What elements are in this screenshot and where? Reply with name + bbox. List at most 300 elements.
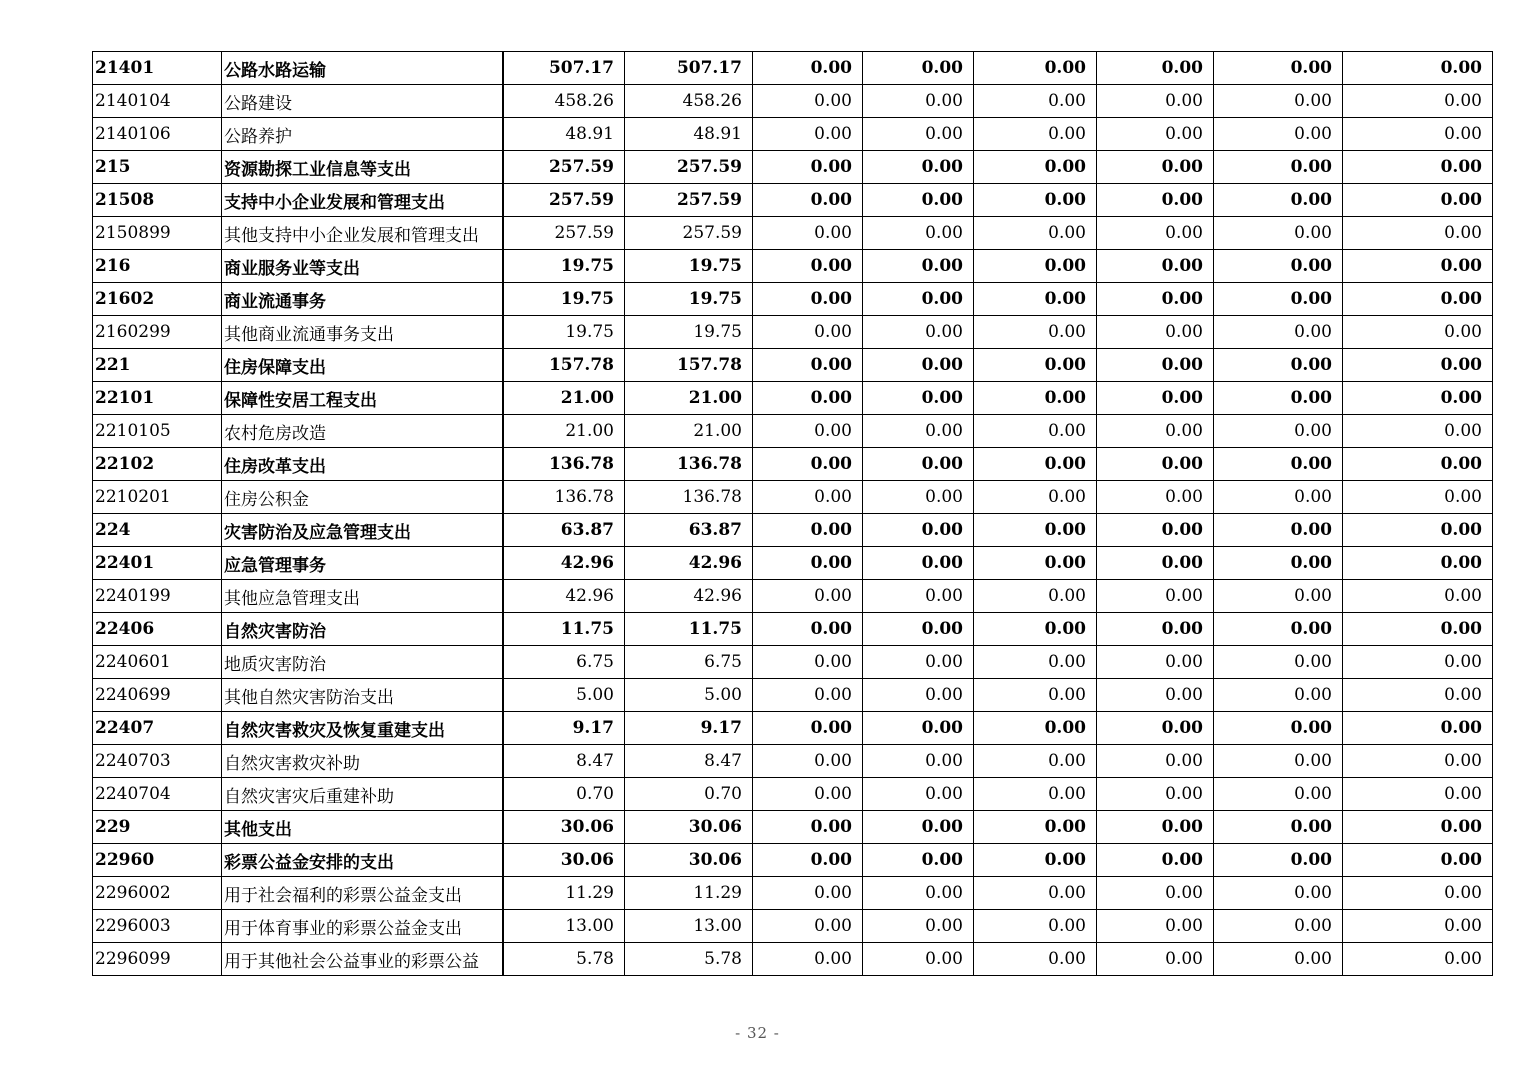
- amount-cell: 0.00: [974, 646, 1097, 679]
- table-row: [93, 712, 1493, 745]
- amount-cell: 0.00: [863, 316, 974, 349]
- table-row: [93, 85, 1493, 118]
- amount-cell: 0.00: [753, 811, 863, 844]
- amount-cell: 0.00: [1343, 250, 1493, 283]
- amount-cell: 0.00: [1097, 382, 1214, 415]
- subject-code-cell: 22101: [93, 382, 222, 415]
- amount-cell: 0.00: [974, 514, 1097, 547]
- page-number: - 32 -: [735, 1024, 780, 1042]
- amount-cell: 0.00: [1097, 481, 1214, 514]
- table-row: [93, 580, 1493, 613]
- table-row: [93, 679, 1493, 712]
- amount-cell: 30.06: [625, 844, 753, 877]
- amount-cell: 5.00: [503, 679, 625, 712]
- amount-cell: 0.00: [1214, 283, 1343, 316]
- amount-cell: 0.00: [863, 778, 974, 811]
- amount-cell: 136.78: [625, 481, 753, 514]
- amount-cell: 0.00: [1097, 646, 1214, 679]
- amount-cell: 0.00: [974, 184, 1097, 217]
- amount-cell: 42.96: [503, 547, 625, 580]
- table-row: [93, 250, 1493, 283]
- subject-name-cell: 其他支出: [222, 811, 503, 844]
- amount-cell: 0.00: [1214, 580, 1343, 613]
- subject-code-cell: 2210105: [93, 415, 222, 448]
- amount-cell: 0.00: [1097, 613, 1214, 646]
- amount-cell: 0.00: [1097, 910, 1214, 943]
- amount-cell: 0.00: [1214, 118, 1343, 151]
- amount-cell: 0.00: [1343, 910, 1493, 943]
- table-row: [93, 646, 1493, 679]
- amount-cell: 0.00: [753, 85, 863, 118]
- amount-cell: 0.00: [1343, 283, 1493, 316]
- amount-cell: 0.00: [863, 943, 974, 976]
- subject-code-cell: 2296099: [93, 943, 222, 976]
- amount-cell: 0.00: [1097, 217, 1214, 250]
- amount-cell: 0.00: [753, 349, 863, 382]
- amount-cell: 0.00: [753, 679, 863, 712]
- amount-cell: 0.00: [863, 811, 974, 844]
- amount-cell: 0.00: [863, 910, 974, 943]
- subject-name-cell: 自然灾害灾后重建补助: [222, 778, 503, 811]
- amount-cell: 0.00: [753, 184, 863, 217]
- amount-cell: 0.00: [1343, 844, 1493, 877]
- subject-name-cell: 地质灾害防治: [222, 646, 503, 679]
- amount-cell: 0.00: [1214, 151, 1343, 184]
- amount-cell: 0.00: [753, 52, 863, 85]
- amount-cell: 5.78: [625, 943, 753, 976]
- amount-cell: 0.00: [863, 646, 974, 679]
- amount-cell: 0.00: [1214, 844, 1343, 877]
- subject-code-cell: 2296002: [93, 877, 222, 910]
- amount-cell: 0.00: [1097, 679, 1214, 712]
- amount-cell: 0.00: [863, 481, 974, 514]
- amount-cell: 0.00: [1097, 316, 1214, 349]
- amount-cell: 19.75: [503, 250, 625, 283]
- subject-name-cell: 用于体育事业的彩票公益金支出: [222, 910, 503, 943]
- subject-code-cell: 2150899: [93, 217, 222, 250]
- subject-code-cell: 2160299: [93, 316, 222, 349]
- amount-cell: 0.00: [753, 448, 863, 481]
- subject-name-cell: 商业流通事务: [222, 283, 503, 316]
- subject-name-cell: 其他自然灾害防治支出: [222, 679, 503, 712]
- amount-cell: 11.75: [503, 613, 625, 646]
- amount-cell: 0.00: [753, 778, 863, 811]
- amount-cell: 0.00: [863, 844, 974, 877]
- table-row: [93, 184, 1493, 217]
- amount-cell: 30.06: [503, 844, 625, 877]
- amount-cell: 0.00: [974, 118, 1097, 151]
- amount-cell: 0.00: [974, 52, 1097, 85]
- amount-cell: 0.00: [974, 778, 1097, 811]
- amount-cell: 0.00: [974, 382, 1097, 415]
- amount-cell: 0.00: [1214, 481, 1343, 514]
- amount-cell: 42.96: [503, 580, 625, 613]
- amount-cell: 0.00: [1097, 415, 1214, 448]
- subject-name-cell: 其他支持中小企业发展和管理支出: [222, 217, 503, 250]
- subject-name-cell: 其他应急管理支出: [222, 580, 503, 613]
- amount-cell: 0.00: [863, 514, 974, 547]
- amount-cell: 0.00: [753, 415, 863, 448]
- subject-code-cell: 224: [93, 514, 222, 547]
- amount-cell: 5.00: [625, 679, 753, 712]
- amount-cell: 11.29: [625, 877, 753, 910]
- amount-cell: 0.00: [1343, 415, 1493, 448]
- amount-cell: 0.00: [1214, 349, 1343, 382]
- amount-cell: 0.00: [1097, 943, 1214, 976]
- subject-name-cell: 用于社会福利的彩票公益金支出: [222, 877, 503, 910]
- amount-cell: 0.00: [863, 382, 974, 415]
- amount-cell: 0.00: [974, 283, 1097, 316]
- amount-cell: 458.26: [503, 85, 625, 118]
- subject-name-cell: 住房公积金: [222, 481, 503, 514]
- amount-cell: 0.00: [863, 745, 974, 778]
- amount-cell: 0.00: [863, 283, 974, 316]
- amount-cell: 30.06: [625, 811, 753, 844]
- amount-cell: 8.47: [503, 745, 625, 778]
- amount-cell: 0.00: [863, 217, 974, 250]
- amount-cell: 0.00: [863, 349, 974, 382]
- amount-cell: 0.00: [1214, 217, 1343, 250]
- amount-cell: 0.00: [1097, 250, 1214, 283]
- amount-cell: 0.00: [1214, 448, 1343, 481]
- amount-cell: 257.59: [625, 184, 753, 217]
- amount-cell: 0.00: [753, 382, 863, 415]
- amount-cell: 6.75: [503, 646, 625, 679]
- amount-cell: 0.00: [1343, 580, 1493, 613]
- amount-cell: 0.00: [1097, 118, 1214, 151]
- subject-name-cell: 自然灾害防治: [222, 613, 503, 646]
- amount-cell: 458.26: [625, 85, 753, 118]
- amount-cell: 21.00: [503, 382, 625, 415]
- table-row: [93, 811, 1493, 844]
- subject-code-cell: 21508: [93, 184, 222, 217]
- amount-cell: 0.00: [863, 448, 974, 481]
- amount-cell: 0.00: [1097, 547, 1214, 580]
- table-row: [93, 118, 1493, 151]
- amount-cell: 9.17: [625, 712, 753, 745]
- subject-code-cell: 21401: [93, 52, 222, 85]
- subject-code-cell: 2240704: [93, 778, 222, 811]
- amount-cell: 0.00: [974, 316, 1097, 349]
- amount-cell: 0.00: [1097, 283, 1214, 316]
- amount-cell: 0.00: [753, 118, 863, 151]
- amount-cell: 0.00: [753, 580, 863, 613]
- amount-cell: 0.00: [1097, 52, 1214, 85]
- amount-cell: 257.59: [503, 184, 625, 217]
- amount-cell: 0.00: [1097, 151, 1214, 184]
- amount-cell: 0.00: [1343, 778, 1493, 811]
- subject-name-cell: 公路建设: [222, 85, 503, 118]
- subject-code-cell: 2240601: [93, 646, 222, 679]
- subject-code-cell: 229: [93, 811, 222, 844]
- amount-cell: 0.00: [1214, 514, 1343, 547]
- amount-cell: 0.00: [1097, 877, 1214, 910]
- subject-code-cell: 215: [93, 151, 222, 184]
- amount-cell: 0.00: [1343, 811, 1493, 844]
- amount-cell: 0.00: [1214, 250, 1343, 283]
- amount-cell: 42.96: [625, 580, 753, 613]
- amount-cell: 0.00: [1343, 118, 1493, 151]
- amount-cell: 0.00: [863, 250, 974, 283]
- amount-cell: 0.00: [1097, 712, 1214, 745]
- amount-cell: 0.00: [974, 811, 1097, 844]
- amount-cell: 257.59: [625, 151, 753, 184]
- amount-cell: 0.00: [753, 877, 863, 910]
- amount-cell: 0.00: [1097, 844, 1214, 877]
- amount-cell: 0.00: [974, 844, 1097, 877]
- amount-cell: 0.00: [1343, 184, 1493, 217]
- subject-code-cell: 22407: [93, 712, 222, 745]
- amount-cell: 0.00: [1343, 217, 1493, 250]
- amount-cell: 0.00: [1214, 910, 1343, 943]
- subject-name-cell: 应急管理事务: [222, 547, 503, 580]
- subject-name-cell: 彩票公益金安排的支出: [222, 844, 503, 877]
- amount-cell: 257.59: [503, 151, 625, 184]
- subject-name-cell: 公路养护: [222, 118, 503, 151]
- amount-cell: 0.00: [1097, 514, 1214, 547]
- table-row: [93, 217, 1493, 250]
- table-row: [93, 283, 1493, 316]
- amount-cell: 48.91: [625, 118, 753, 151]
- table-row: [93, 349, 1493, 382]
- amount-cell: 0.00: [1214, 85, 1343, 118]
- subject-code-cell: 2140106: [93, 118, 222, 151]
- amount-cell: 19.75: [503, 283, 625, 316]
- amount-cell: 0.00: [1097, 85, 1214, 118]
- amount-cell: 0.00: [974, 613, 1097, 646]
- amount-cell: 0.00: [753, 613, 863, 646]
- amount-cell: 5.78: [503, 943, 625, 976]
- amount-cell: 0.00: [1343, 382, 1493, 415]
- amount-cell: 0.00: [1343, 349, 1493, 382]
- table-row: [93, 778, 1493, 811]
- amount-cell: 0.00: [1343, 712, 1493, 745]
- amount-cell: 63.87: [503, 514, 625, 547]
- amount-cell: 0.00: [863, 877, 974, 910]
- amount-cell: 0.00: [974, 580, 1097, 613]
- table-row: [93, 415, 1493, 448]
- amount-cell: 0.00: [863, 580, 974, 613]
- table-row: [93, 877, 1493, 910]
- amount-cell: 136.78: [503, 448, 625, 481]
- amount-cell: 0.00: [1343, 316, 1493, 349]
- table-row: [93, 151, 1493, 184]
- amount-cell: 0.00: [1214, 52, 1343, 85]
- table-row: [93, 844, 1493, 877]
- amount-cell: 0.00: [1214, 712, 1343, 745]
- amount-cell: 0.70: [503, 778, 625, 811]
- amount-cell: 0.00: [863, 547, 974, 580]
- amount-cell: 0.00: [753, 943, 863, 976]
- subject-code-cell: 2210201: [93, 481, 222, 514]
- amount-cell: 0.00: [1214, 415, 1343, 448]
- amount-cell: 0.00: [974, 448, 1097, 481]
- table-row: [93, 745, 1493, 778]
- amount-cell: 0.00: [753, 712, 863, 745]
- amount-cell: 0.00: [974, 151, 1097, 184]
- amount-cell: 0.00: [1097, 349, 1214, 382]
- amount-cell: 0.00: [863, 415, 974, 448]
- amount-cell: 0.00: [1214, 811, 1343, 844]
- amount-cell: 13.00: [503, 910, 625, 943]
- subject-code-cell: 21602: [93, 283, 222, 316]
- amount-cell: 0.00: [1214, 679, 1343, 712]
- amount-cell: 0.00: [974, 943, 1097, 976]
- amount-cell: 0.00: [863, 52, 974, 85]
- amount-cell: 11.29: [503, 877, 625, 910]
- subject-code-cell: 22102: [93, 448, 222, 481]
- amount-cell: 0.00: [974, 745, 1097, 778]
- amount-cell: 0.00: [974, 679, 1097, 712]
- amount-cell: 9.17: [503, 712, 625, 745]
- amount-cell: 63.87: [625, 514, 753, 547]
- subject-name-cell: 其他商业流通事务支出: [222, 316, 503, 349]
- amount-cell: 0.00: [753, 217, 863, 250]
- amount-cell: 0.00: [863, 613, 974, 646]
- amount-cell: 19.75: [625, 316, 753, 349]
- subject-name-cell: 农村危房改造: [222, 415, 503, 448]
- amount-cell: 0.00: [753, 910, 863, 943]
- amount-cell: 21.00: [625, 382, 753, 415]
- subject-code-cell: 2296003: [93, 910, 222, 943]
- amount-cell: 0.00: [863, 679, 974, 712]
- amount-cell: 136.78: [503, 481, 625, 514]
- subject-code-cell: 221: [93, 349, 222, 382]
- amount-cell: 0.70: [625, 778, 753, 811]
- amount-cell: 0.00: [1097, 580, 1214, 613]
- table-body: [93, 52, 1493, 976]
- amount-cell: 0.00: [974, 877, 1097, 910]
- amount-cell: 42.96: [625, 547, 753, 580]
- amount-cell: 0.00: [1214, 316, 1343, 349]
- amount-cell: 19.75: [625, 283, 753, 316]
- amount-cell: 21.00: [503, 415, 625, 448]
- table-row: [93, 547, 1493, 580]
- amount-cell: 0.00: [974, 547, 1097, 580]
- table-row: [93, 613, 1493, 646]
- subject-name-cell: 商业服务业等支出: [222, 250, 503, 283]
- amount-cell: 0.00: [863, 118, 974, 151]
- amount-cell: 19.75: [503, 316, 625, 349]
- subject-name-cell: 支持中小企业发展和管理支出: [222, 184, 503, 217]
- amount-cell: 0.00: [1097, 745, 1214, 778]
- amount-cell: 0.00: [1343, 52, 1493, 85]
- amount-cell: 0.00: [974, 910, 1097, 943]
- table-row: [93, 481, 1493, 514]
- subject-name-cell: 保障性安居工程支出: [222, 382, 503, 415]
- amount-cell: 157.78: [503, 349, 625, 382]
- amount-cell: 136.78: [625, 448, 753, 481]
- table-row: [93, 943, 1493, 976]
- subject-name-cell: 住房保障支出: [222, 349, 503, 382]
- table-row: [93, 448, 1493, 481]
- amount-cell: 0.00: [1214, 646, 1343, 679]
- amount-cell: 0.00: [1343, 481, 1493, 514]
- amount-cell: 257.59: [625, 217, 753, 250]
- amount-cell: 0.00: [753, 481, 863, 514]
- amount-cell: 48.91: [503, 118, 625, 151]
- amount-cell: 0.00: [753, 547, 863, 580]
- amount-cell: 0.00: [1097, 778, 1214, 811]
- amount-cell: 0.00: [1343, 679, 1493, 712]
- amount-cell: 0.00: [753, 316, 863, 349]
- amount-cell: 0.00: [1343, 646, 1493, 679]
- amount-cell: 0.00: [974, 250, 1097, 283]
- table-row: [93, 910, 1493, 943]
- table-row: [93, 316, 1493, 349]
- amount-cell: 0.00: [753, 646, 863, 679]
- table-row: [93, 382, 1493, 415]
- amount-cell: 157.78: [625, 349, 753, 382]
- amount-cell: 0.00: [974, 349, 1097, 382]
- amount-cell: 0.00: [1214, 745, 1343, 778]
- subject-code-cell: 2240703: [93, 745, 222, 778]
- subject-code-cell: 2240199: [93, 580, 222, 613]
- table-row: [93, 514, 1493, 547]
- subject-code-cell: 22401: [93, 547, 222, 580]
- amount-cell: 0.00: [753, 283, 863, 316]
- amount-cell: 0.00: [974, 415, 1097, 448]
- subject-code-cell: 22960: [93, 844, 222, 877]
- subject-name-cell: 资源勘探工业信息等支出: [222, 151, 503, 184]
- subject-name-cell: 自然灾害救灾及恢复重建支出: [222, 712, 503, 745]
- amount-cell: 0.00: [1343, 877, 1493, 910]
- subject-code-cell: 2240699: [93, 679, 222, 712]
- amount-cell: 0.00: [1343, 613, 1493, 646]
- amount-cell: 0.00: [1343, 745, 1493, 778]
- amount-cell: 0.00: [974, 481, 1097, 514]
- amount-cell: 0.00: [1343, 448, 1493, 481]
- amount-cell: 0.00: [753, 514, 863, 547]
- amount-cell: 507.17: [625, 52, 753, 85]
- amount-cell: 0.00: [753, 745, 863, 778]
- amount-cell: 0.00: [1343, 943, 1493, 976]
- amount-cell: 0.00: [1097, 184, 1214, 217]
- amount-cell: 0.00: [1343, 151, 1493, 184]
- amount-cell: 0.00: [1214, 778, 1343, 811]
- subject-code-cell: 216: [93, 250, 222, 283]
- amount-cell: 0.00: [863, 712, 974, 745]
- amount-cell: 0.00: [753, 250, 863, 283]
- amount-cell: 0.00: [974, 217, 1097, 250]
- subject-name-cell: 自然灾害救灾补助: [222, 745, 503, 778]
- amount-cell: 21.00: [625, 415, 753, 448]
- amount-cell: 0.00: [974, 85, 1097, 118]
- amount-cell: 19.75: [625, 250, 753, 283]
- amount-cell: 507.17: [503, 52, 625, 85]
- amount-cell: 0.00: [863, 184, 974, 217]
- table-row: [93, 52, 1493, 85]
- subject-code-cell: 2140104: [93, 85, 222, 118]
- subject-name-cell: 灾害防治及应急管理支出: [222, 514, 503, 547]
- subject-name-cell: 公路水路运输: [222, 52, 503, 85]
- amount-cell: 257.59: [503, 217, 625, 250]
- amount-cell: 8.47: [625, 745, 753, 778]
- amount-cell: 0.00: [1214, 877, 1343, 910]
- amount-cell: 0.00: [1214, 613, 1343, 646]
- amount-cell: 13.00: [625, 910, 753, 943]
- amount-cell: 0.00: [1343, 514, 1493, 547]
- amount-cell: 0.00: [1097, 448, 1214, 481]
- budget-table: [92, 51, 1493, 976]
- amount-cell: 0.00: [1343, 85, 1493, 118]
- amount-cell: 0.00: [974, 712, 1097, 745]
- amount-cell: 0.00: [863, 151, 974, 184]
- amount-cell: 0.00: [1214, 382, 1343, 415]
- amount-cell: 0.00: [753, 844, 863, 877]
- subject-name-cell: 用于其他社会公益事业的彩票公益: [222, 943, 503, 976]
- amount-cell: 0.00: [1097, 811, 1214, 844]
